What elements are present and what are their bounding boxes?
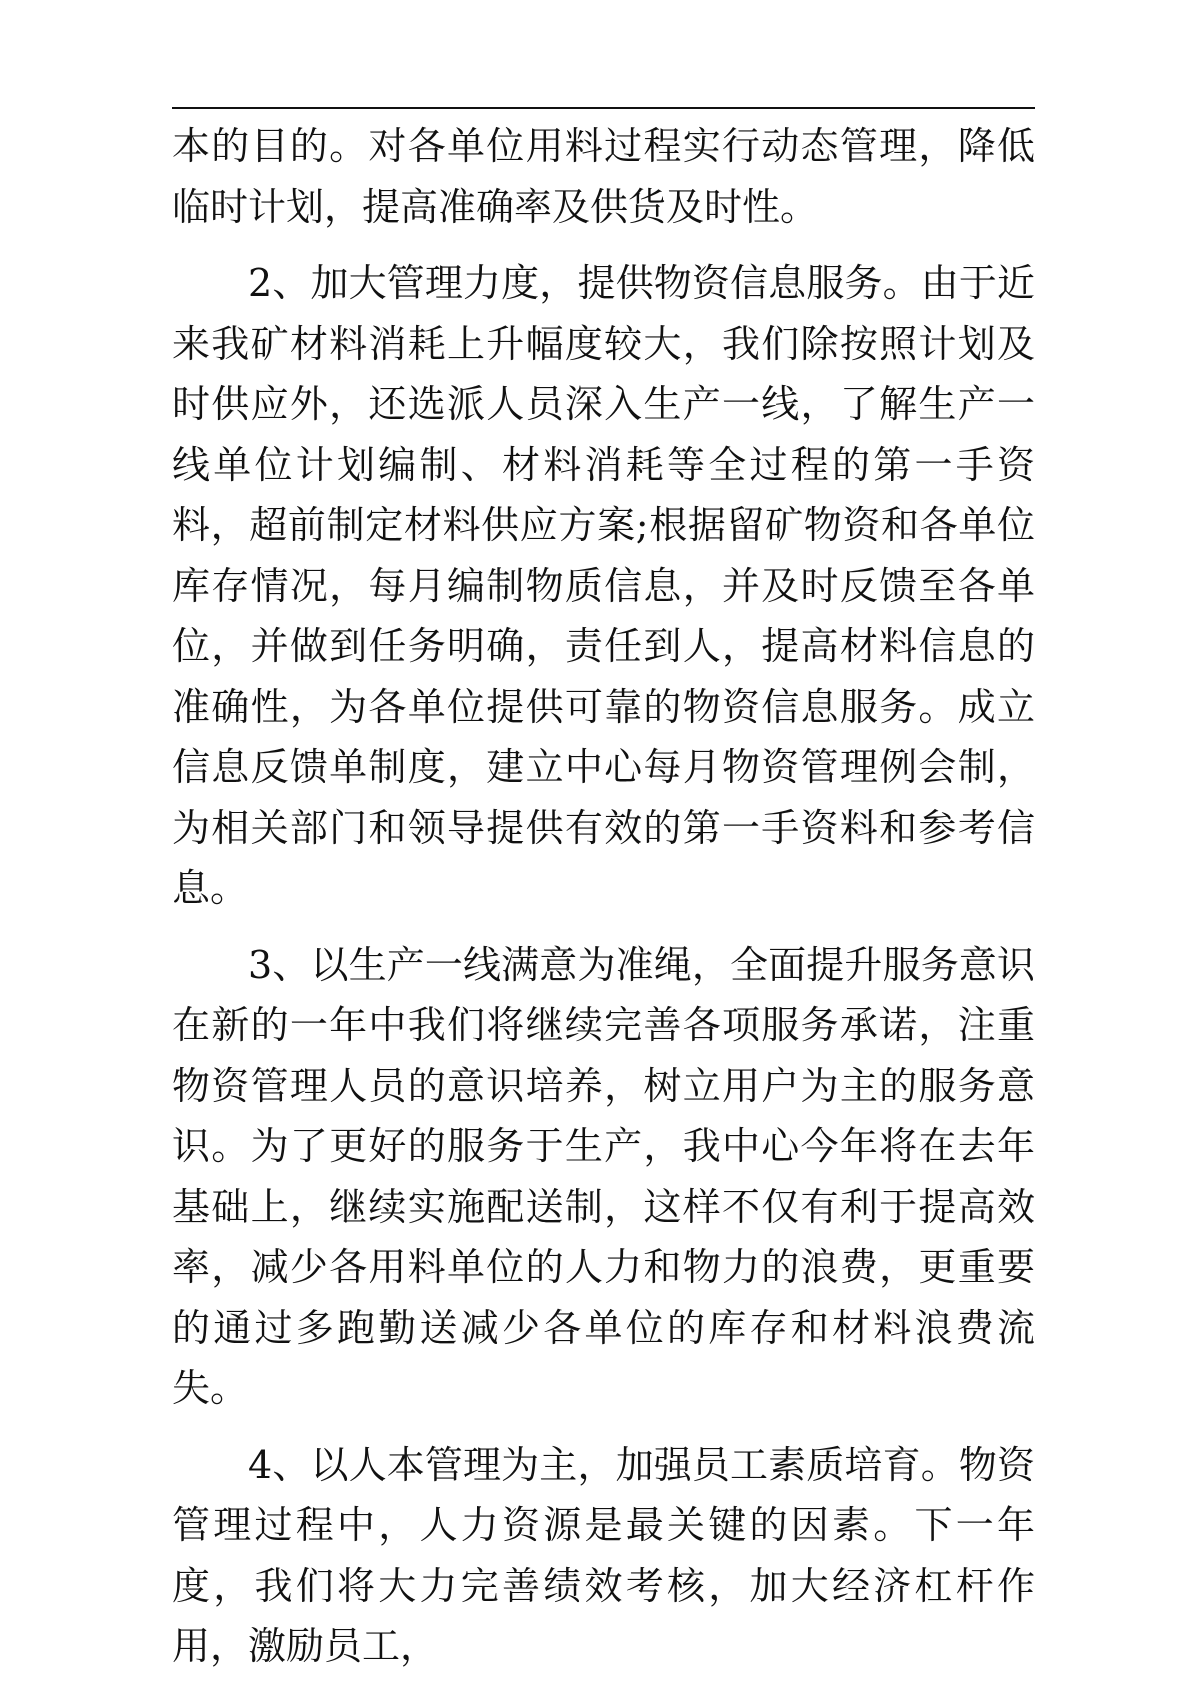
paragraph-item-4: 4、以人本管理为主，加强员工素质培育。物资管理过程中，人力资源是最关键的因素。下一年度，我们将大力完善绩效考核，加大经济杠杆作用，激励员工， <box>172 1442 1035 1668</box>
paragraph-item-2: 2、加大管理力度，提供物资信息服务。由于近来我矿材料消耗上升幅度较大，我们除按照计划及时供应外，还选派人员深入生产一线，了解生产一线单位计划编制、材料消耗等全过程的第一手资料，超前制定材料供应方案;根据留矿物资和各单位库存情况，每月编制物质信息，并及时反馈至各单位，并做到任务明确，责任到人，提高材料信息的准确性，为各单位提供可靠的物资信息服务。成立信息反馈单制度，建立中心每月物资管理例会制，为相关部门和领导提供有效的第一手资料和参考信息。 <box>172 261 1035 910</box>
header-rule <box>172 107 1035 109</box>
paragraph-item-3: 3、以生产一线满意为准绳，全面提升服务意识在新的一年中我们将继续完善各项服务承诺，注重物资管理人员的意识培养，树立用户为主的服务意识。为了更好的服务于生产，我中心今年将在去年基础上，继续实施配送制，这样不仅有利于提高效率，减少各用料单位的人力和物力的浪费，更重要的通过多跑勤送减少各单位的库存和材料浪费流失。 <box>172 942 1035 1410</box>
paragraph-continuation: 本的目的。对各单位用料过程实行动态管理，降低临时计划，提高准确率及供货及时性。 <box>172 124 1035 229</box>
document-body <box>172 116 1035 1677</box>
